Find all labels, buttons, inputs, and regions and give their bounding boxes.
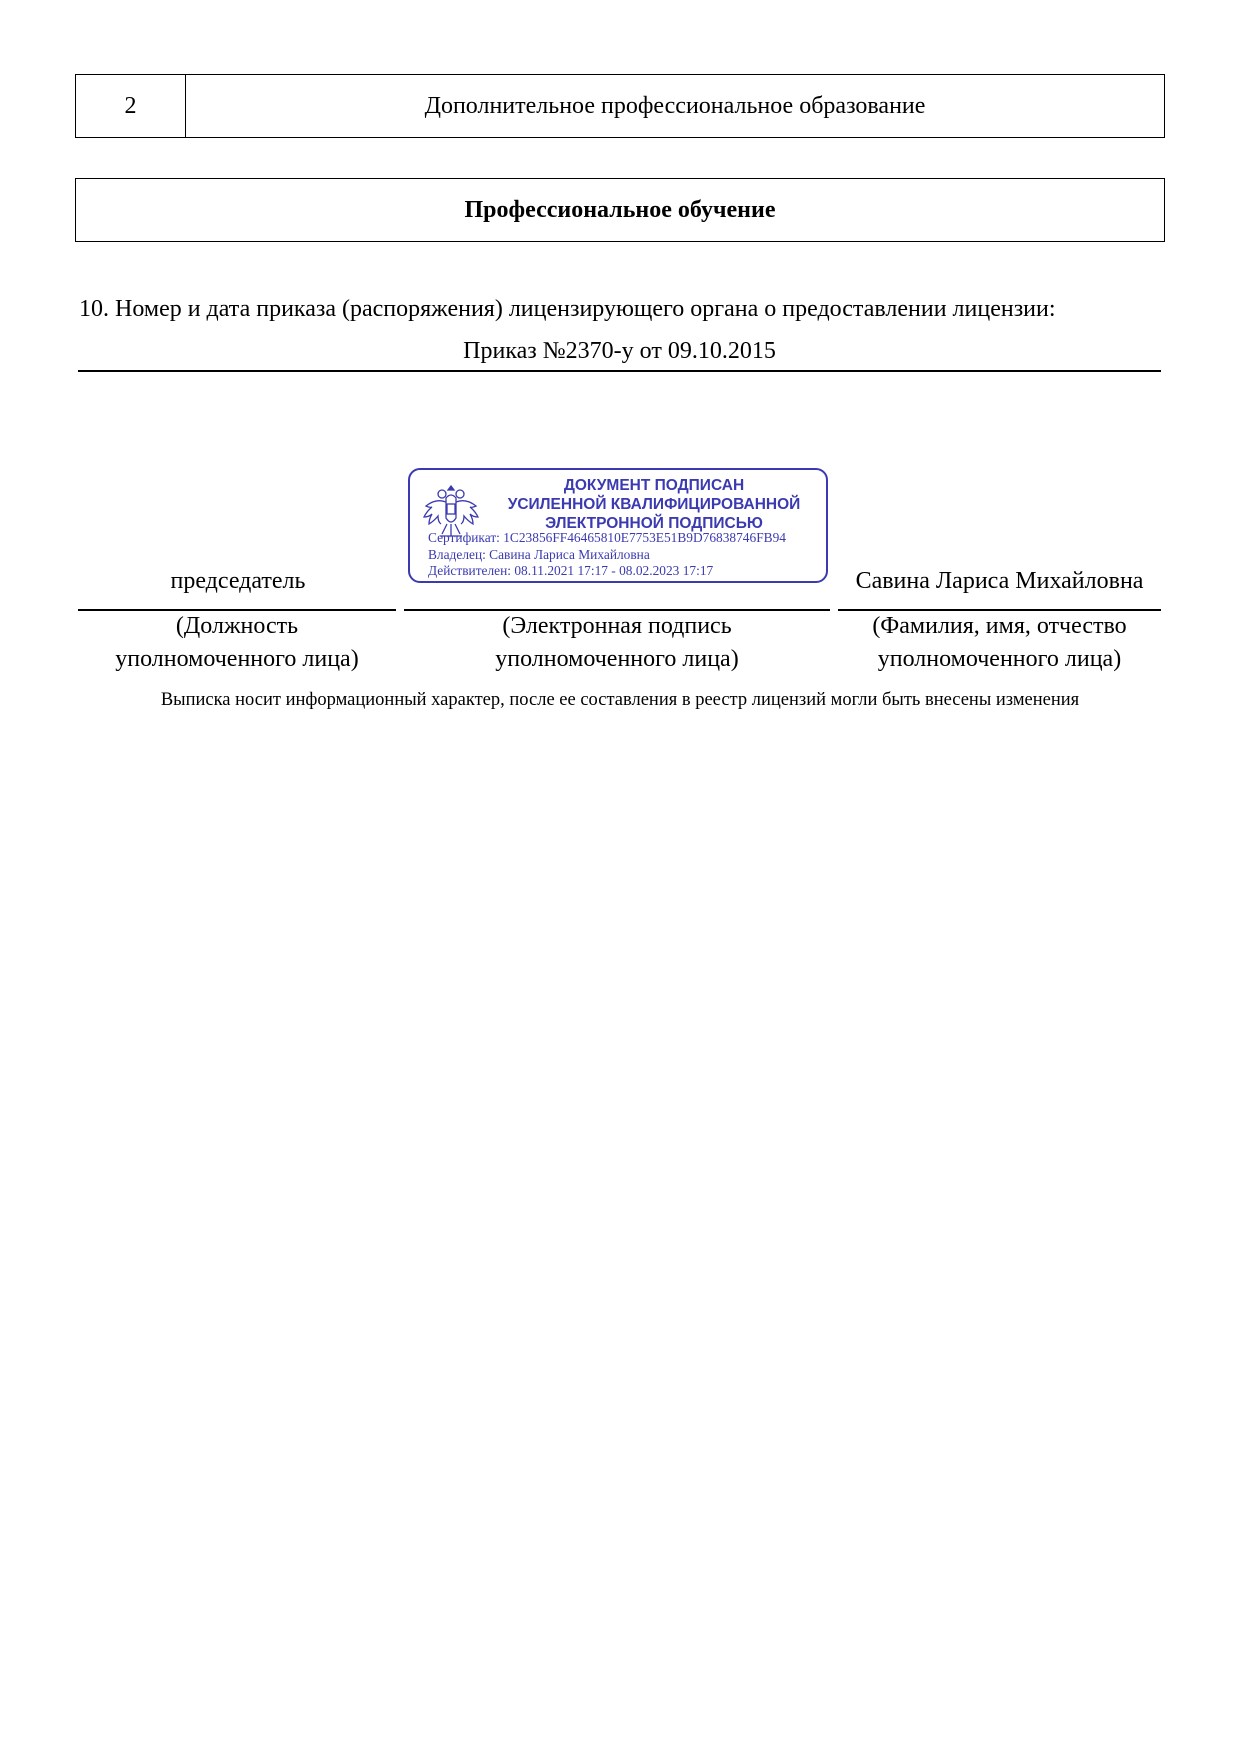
name-value: Савина Лариса Михайловна [855,568,1144,594]
signature-caption: (Электронная подпись уполномоченного лица) [495,613,739,672]
stamp-details [428,530,786,580]
row-activity-text: Дополнительное профессиональное образование [424,92,926,119]
order-value: Приказ №2370-у от 09.10.2015 [463,338,776,364]
stamp-validity: Действителен: 08.11.2021 17:17 - 08.02.2023 17:17 [428,563,714,578]
order-heading: 10. Номер и дата приказа (распоряжения) лицензирующего органа о предоставлении лицензии: [79,296,1056,322]
activity-table-row [75,74,1165,138]
stamp-certificate: Сертификат: 1C23856FF46465810E7753E51B9D76838746FB94 [428,530,786,545]
electronic-signature-stamp [408,468,828,583]
position-value: председатель [170,568,306,594]
order-underline [78,370,1161,372]
stamp-owner: Владелец: Савина Лариса Михайловна [428,546,650,562]
section-heading: Профессиональное обучение [75,178,1165,242]
footnote: Выписка носит информационный характер, после ее составления в реестр лицензий могли быть внесены изменения [160,690,1080,710]
name-caption: (Фамилия, имя, отчество уполномоченного лица) [872,613,1127,672]
row-number: 2 [76,75,186,137]
stamp-title: ДОКУМЕНТ ПОДПИСАН УСИЛЕННОЙ КВАЛИФИЦИРОВАННОЙ ЭЛЕКТРОННОЙ ПОДПИСЬЮ [507,477,801,532]
position-caption: (Должность уполномоченного лица) [115,613,359,672]
